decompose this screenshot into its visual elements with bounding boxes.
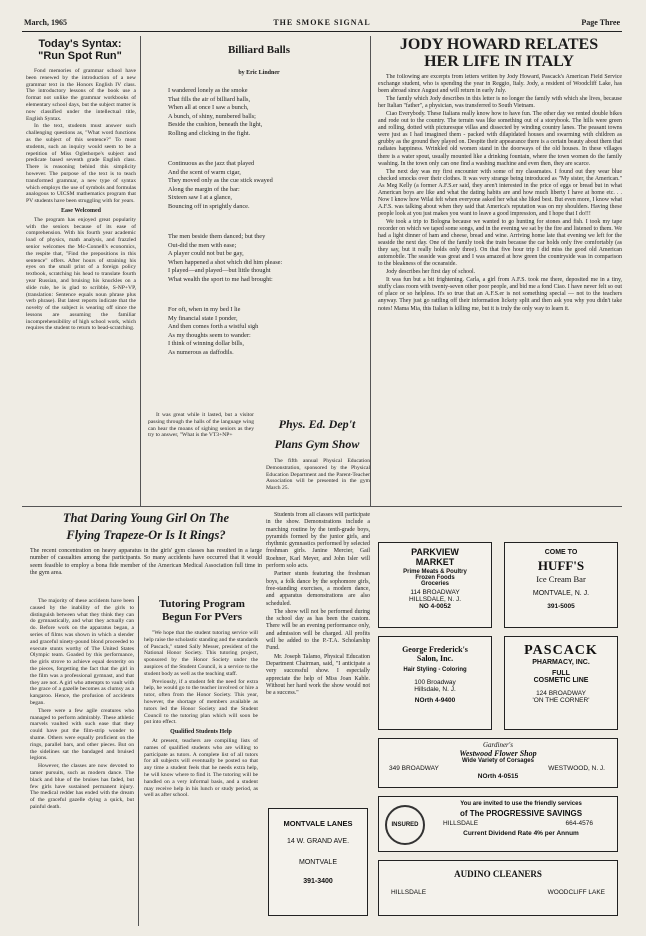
poem-line: Along the margin of the bar: <box>168 185 240 193</box>
physed-lead <box>266 458 370 506</box>
ad-text: Westwood Flower Shop <box>459 749 537 758</box>
ad-text: COME TO <box>544 549 578 556</box>
ad-text: PASCACK <box>524 643 598 658</box>
physed-title-line2: Plans Gym Show <box>274 437 360 451</box>
audino-cleaners-ad <box>378 860 618 916</box>
montvale-lanes-ad <box>268 808 368 916</box>
poem-line: When all at once I saw a bunch, <box>168 104 249 111</box>
trapeze-lead: The recent concentration on heavy apparatus in the girls' gym classes has resulted in a large number of casualties among the participants. So many accidents have occurred that it would seem feasible to employ a bona fide member of the American Medical Association full time in the gym area. <box>30 548 262 576</box>
fdic-insured-seal <box>385 805 425 845</box>
article-paragraph: The majority of these accidents have been caused by the inability of the girls to distinguish between what they think they can do gymnastically, and what they actually can do. Before work on the apparatus began, a series of films was shown in which a slender and graceful ninety-pound blond proceeded to execute stunts worthy of The United States Olympic team. Goaded by this performance, the girls strove to achieve equal dexterity on the pieces, forgetting the fact that the girl in the film was a professional gymnast, and that they are not. A girl who attempts to vault with the grace of a gazelle becomes as clumsy as a kangaroo. Hence, the profusion of accidents began. <box>30 598 134 706</box>
ad-text: 664-4576 <box>565 820 593 827</box>
trapeze-title-line2: Flying Trapeze-Or Is It Rings? <box>66 528 226 542</box>
poem-line: The men beside them danced; but they <box>168 233 266 240</box>
poem-stanza <box>168 160 366 211</box>
tutoring-headline <box>144 598 260 624</box>
poem-line: And then comes forth a wistful sigh <box>168 323 259 330</box>
tutoring-title-line2: Begun For PVers <box>161 611 243 623</box>
poem-line: I think of winning dollar bills, <box>168 340 244 347</box>
page-number: Page Three <box>581 18 620 27</box>
poem-line: And the scent of warm cigar, <box>168 168 241 176</box>
poem-line: My financial state I ponder, <box>168 314 238 322</box>
article-paragraph: The show will not be performed during the school day as has been the custom. There will be an evening performance only, and admission will be charged. All profits will be added to the P.-T.A. Scholarship Fund. <box>266 608 370 652</box>
ad-text: 114 BROADWAY <box>410 589 460 596</box>
article-paragraph: Ciao Everybody. These Italians really know how to have fun. The other day we rented double bikes and rode out to the country. The terrain was like something out of a storybook. The hills were green and rolling, dotted with picturesque villas and dissected by winding country lanes. The peasant towns were just as I had imagined them - packed with dilapidated houses and swarming with children as grubby as the ground they played on. Despite their appearance there is a certain beauty about them that radiates happiness. Wrinkled old women stand in the doorways of the old houses. In these villages there is a water spout, usually mounted like a drinking fountain, where the town women do the family washing. In the town only can one find a washing machine and even then, they are scarce. <box>378 111 622 167</box>
poem-line: Continuous as the jazz that played <box>168 160 255 167</box>
column-rule <box>140 36 141 506</box>
ad-text: NOrth 4-9400 <box>414 697 456 704</box>
article-paragraph: It was great while it lasted, but a visitor passing through the halls of the language wing can hear the moans of sighing seniors as they try to answer, "What is the VT3+NP+ <box>148 412 254 439</box>
syntax-article-continued <box>148 412 254 504</box>
physed-article <box>266 512 370 806</box>
ad-text: COSMETIC LINE <box>533 677 589 684</box>
parkview-market-ad <box>378 542 492 628</box>
poem-stanza <box>168 233 366 284</box>
progressive-savings-ad <box>378 796 618 852</box>
syntax-headline <box>22 38 138 62</box>
ad-text: FULL <box>552 670 570 677</box>
article-paragraph: It was fun but a bit frightening. Carla, a girl from A.F.S. took me there, deposited me in a tiny, stuffy class room with twenty-seven other poor people, and bid me a fond Ciao. I have never felt so out of place or so helpless. It's so true that an A.F.S.er is not something special — not to the teachers anyway. They just go rattling off their information lickety split and then ask you why you didn't take notes! Mama Mia, this Italian is killing me, but it is truly the only way to learn it. <box>378 277 622 312</box>
ad-text: AUDINO CLEANERS <box>454 869 542 879</box>
poem-line: A bunch, of shiny, numbered balls; <box>168 112 256 120</box>
article-paragraph: Fond memories of grammar school have been renewed by the introduction of a new grammar text in the Honors English IV class. The introductory lessons of the book use a format not unlike the grammar workbooks of elementary school days, but the subject matter is now classified under the intellectual title, English Syntax. <box>26 68 136 122</box>
jody-article <box>378 74 622 506</box>
ad-text: HILLSDALE <box>443 820 479 827</box>
ad-text: Ice Cream Bar <box>536 574 586 584</box>
ad-text: NO 4-0052 <box>419 603 451 610</box>
subheading: Qualified Students Help <box>170 729 232 736</box>
ad-text: Groceries <box>420 581 450 587</box>
tutoring-article <box>144 630 258 930</box>
jody-title-line1: JODY HOWARD RELATES <box>399 36 599 53</box>
trapeze-title-line1: That Daring Young Girl On The <box>62 511 230 525</box>
subheading: Ease Welcomed <box>60 207 102 214</box>
jody-title-line2: HER LIFE IN ITALY <box>424 53 574 70</box>
ad-text: Current Dividend Rate 4% per Annum <box>463 830 579 837</box>
ad-text: Frozen Foods <box>415 575 455 581</box>
article-paragraph: "We hope that the student tutoring service will help raise the scholastic standing and the standards of Pascack," stated Sally Messer, president of the National Honor Society. This tutoring project, sponsored by the Honor Society under the auspices of the Student Council, is a service to the student body as well as the teaching staff. <box>144 630 258 677</box>
ad-text: 14 W. GRAND AVE. <box>286 838 350 845</box>
physed-title-line1: Phys. Ed. Dep't <box>278 417 356 431</box>
poem-line: When happened a shot which did him please: <box>168 258 283 266</box>
ad-text: HUFF'S <box>537 558 585 573</box>
article-paragraph: The next day was my first encounter with some of my classmates. I found out they wear blue checked smocks over their clothes. It was very strange being introduced as "My sister, the American." As Meg Kelly (a former A.F.S.er said, they aren't interested in the price of eggs or bread but in what American boys are like and what the dating habits are and how much liberty I have at home etc. . . Now I know how Wilai felt when everyone asked her what she liked best. But even more, I know what A.F.S. was talking about when they said that America's reputation was on my shoulders. Having these people look at you just makes you want to leave a good impression, and I hope that I do!!! <box>378 168 622 217</box>
article-paragraph: The fifth annual Physical Education Demonstration, sponsored by the Physical Education Department and the Parent-Teacher Association will be presented in the gym March 25. <box>266 458 370 492</box>
ad-text: PHARMACY, INC. <box>532 659 590 666</box>
physed-headline <box>262 414 372 454</box>
poem-line: Beside the cushion, beneath the light, <box>168 121 263 128</box>
poem-line: Out-did the men with ease; <box>168 241 237 249</box>
ad-text: Gardiner's <box>482 741 514 749</box>
article-paragraph: Partner stunts featuring the freshman boys, a folk dance by the sophomore girls, free-standing exercises, a modern dance, and apparatus demonstrations are also scheduled. <box>266 571 370 607</box>
ad-text: Hillsdale, N. J. <box>414 686 456 693</box>
ad-text: HILLSDALE, N. J. <box>408 596 462 603</box>
syntax-title-line1: Today's Syntax: <box>38 38 122 50</box>
poem-line: Sixteen saw I at a glance, <box>168 194 232 201</box>
article-paragraph: Students from all classes will participate in the show. Demonstrations include a marching routine by the tenth-grade boys, pyramids formed by the junior girls, and rhythmic gymnastics performed by selected freshman girls. Janine Mercier, Gail Roehner, Karl Meyer, and John Isler will perform solo acts. <box>266 512 370 570</box>
ad-text: PARKVIEW <box>411 547 459 557</box>
ad-text: Hair Styling - Coloring <box>403 667 467 673</box>
tutoring-title-line1: Tutoring Program <box>159 598 245 610</box>
masthead <box>22 17 622 32</box>
pascack-pharmacy-ad <box>504 636 618 730</box>
poem-body <box>168 87 366 364</box>
ad-text: of The PROGRESSIVE SAVINGS <box>459 809 583 818</box>
article-paragraph: We took a trip to Bologna because we wanted to go hunting for stones and fish. I took my tape recorder on which we taped some songs, and in the evening we sat by the fire and listened to them. We had a light dinner of ham and cheese, bread and wine. Arriving home late that evening we left for the seaside the next day. One of the family took the train because the car holds only five comfortably (as they say, but it really holds only three). On that five hour trip I did miss the good old American automobile. The seaside was great and I was amazed at how green the countryside was in comparison to the bleakness of the oceanside. <box>378 218 622 268</box>
poem-byline: by Eric Lindner <box>238 70 280 76</box>
poem-line: As numerous as daffodils. <box>168 348 234 356</box>
ad-text: You are invited to use the friendly services <box>460 801 582 807</box>
ad-text: HILLSDALE <box>391 889 427 896</box>
poem-line: Bouncing off in sprightly dance. <box>168 202 250 210</box>
article-paragraph: Mr. Joseph Talamo, Physical Education Department Chairman, said, "I anticipate a very successful show. I especially appreciate the help of Miss Joan Kable. Without her hard work the show would not be a success." <box>266 653 370 697</box>
ad-text: Salon, Inc. <box>416 654 454 663</box>
article-paragraph: Previously, if a student felt the need for extra help, he would go to the teacher involved or hire a tutor, often from the Honor Society. This year, however, the shortage of members available as tutors led the Honor Society and the Student Council to the tutoring plan which will soon be put into effect. <box>144 678 258 726</box>
ad-text: MONTVALE <box>299 859 337 866</box>
ad-text: 391-3400 <box>303 878 333 885</box>
article-paragraph: There were a few agile creatures who managed to perform admirably. These athletic marvels vaulted with such ease that they could have put the film-strip wonder to shame. Others were equally proficient on the rings, parallel bars, and other pieces. But on the sidelines sat the bandaged and bruised legions. <box>30 707 134 762</box>
poem-title: Billiard Balls <box>227 44 291 56</box>
syntax-title-line2: "Run Spot Run" <box>38 50 122 62</box>
poem-line: I wandered lonely as the smoke <box>168 87 248 94</box>
poem-line: That fills the air of billiard halls, <box>168 95 251 103</box>
ad-text: WOODCLIFF LAKE <box>547 889 605 896</box>
poem-line: What wealth the sport to me had brought: <box>168 275 273 283</box>
article-paragraph: In the text, students must answer such challenging questions as, "What word functions as the subject of this sentence?" To most students, such an inquiry would seem to be a repetition of Miss Oglethorpe's subject and predicate based seventh grade English class. There is reasoning behind this simplicity however. The purpose of the text is to teach transformed grammar, a new type of syntax which employs the use of symbols and formulas analogous to UICSM mathematics program that PV students have been struggling with for years. <box>26 123 136 205</box>
seal-text: INSURED <box>391 822 419 828</box>
newspaper-title: THE SMOKE SIGNAL <box>273 18 371 27</box>
issue-date: March, 1965 <box>24 18 67 27</box>
ad-text: MARKET <box>415 557 455 567</box>
poem-stanza <box>168 306 366 357</box>
ad-text: 349 BROADWAY <box>389 765 439 772</box>
article-paragraph: Jody describes her first day of school. <box>386 269 476 276</box>
syntax-article <box>26 68 136 504</box>
ad-text: MONTVALE, N. J. <box>532 590 590 597</box>
poem-line: Rolling and clicking in the fight. <box>168 129 251 137</box>
poem-line: As my thoughts seem to wander: <box>168 331 251 339</box>
article-paragraph: However, the classes are now devoted to tamer pursuits, such as modern dance. The black and blue of the bruises has faded, but few girls have sustained permanent injury. The medical redder has ended with the dream of the graceful gazelle dying a quick, but painful death. <box>30 763 134 810</box>
ad-text: 124 BROADWAY <box>536 690 586 697</box>
trapeze-article <box>30 598 134 928</box>
ad-text: 391-5005 <box>547 603 575 610</box>
article-paragraph: The family which Jody describes in this letter is no longer the family with which she lives, because her Italian "father", a physician, was transferred to South Vietnam. <box>378 96 622 110</box>
poem-line: A player could not but be gay, <box>168 250 244 257</box>
ad-text: George Frederick's <box>402 645 468 654</box>
ad-text: WESTWOOD, N. J. <box>548 765 605 772</box>
poem-line: They moved only as the cue stick swayed <box>168 177 273 184</box>
jody-headline <box>374 36 624 70</box>
poem-line: I played—and played—but little thought <box>168 267 271 274</box>
ad-text: Wide Variety of Corsages <box>462 758 534 764</box>
poem-line: For oft, when in my bed I lie <box>168 306 241 313</box>
column-rule <box>138 596 139 926</box>
trapeze-headline <box>30 510 262 544</box>
article-paragraph: The following are excerpts from letters written by Jody Howard, Pascack's American Field Service exchange student, who is spending the year in Reggio, Italy. Jody, a resident of Woodcliff Lake, has been abroad since August and will return in early July. <box>378 74 622 95</box>
poem-stanza <box>168 87 366 138</box>
george-fredericks-salon-ad <box>378 636 492 730</box>
ad-text: Prime Meats & Poultry <box>403 569 467 575</box>
ad-text: NOrth 4-0515 <box>477 773 519 780</box>
westwood-flower-shop-ad <box>378 738 618 788</box>
ad-text: 'ON THE CORNER' <box>532 697 590 704</box>
ad-text: MONTVALE LANES <box>283 819 353 828</box>
section-divider <box>22 506 622 507</box>
article-paragraph: The program has enjoyed great popularity with the seniors because of its ease of comprehension. With his fourth year academic load of physics, math analysis, and frazzled senior welcomes the Mc-Connell's economics, the respite that, "Find the prepositions in this sentence" offers. After hours of straining his eyes on the small print of a foreign policy textbook, scratching his head to translate fourth year Russian, and bruising his knuckles on a slide rule, he is glad to scribble, S-NP+VP, (translation: Sentence equals noun phrase plus verb phrase). But latest reports indicate that the novelty of the subject is wearing off since the lessons are assuming the familiar incomprehensibility of high school work, which requires the student to return to bead-scratching. <box>26 216 136 332</box>
ad-text: 100 Broadway <box>414 679 456 686</box>
article-paragraph: At present, teachers are compiling lists of names of qualified students who are willing to participate as tutors. A complete list of all tutors for all subjects will eventually be posted so that any time a student feels that he needs extra help, he will know where to find it. The tutoring will be handled on a very informal basis, and a student may receive help in his lunch or study period, as well as after school. <box>144 737 258 799</box>
huffs-ice-cream-ad <box>504 542 618 628</box>
